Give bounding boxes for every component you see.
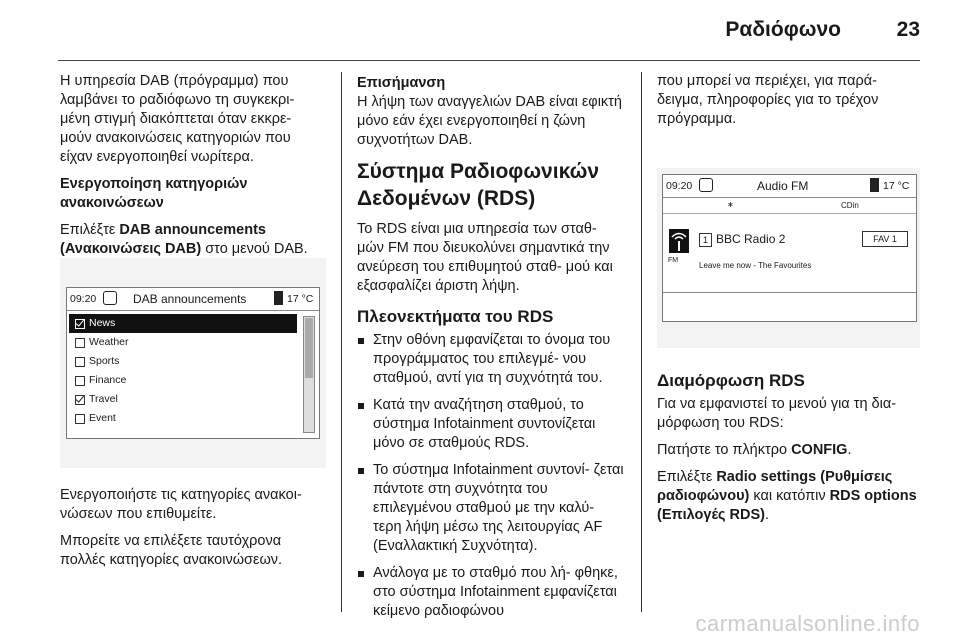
display-screen xyxy=(66,287,320,439)
clock-icon xyxy=(699,178,713,192)
list-item[interactable]: Weather xyxy=(69,333,297,352)
list-item[interactable]: News xyxy=(69,314,297,333)
thermometer-icon xyxy=(274,291,283,305)
list-item: Ανάλογα με το σταθμό που λή- φθηκε, στο σύστημα Infotainment εμφανίζεται κείμενο ραδιοφώνου xyxy=(357,564,625,621)
clock-time: 09:20 xyxy=(70,293,97,305)
paragraph: που μπορεί να περιέχει, για παρά- δειγμα, πληροφορίες για το τρέχον πρόγραμμα. xyxy=(657,73,879,127)
preset-number: 1 xyxy=(699,233,712,247)
antenna-icon xyxy=(669,229,689,253)
bullet-icon xyxy=(358,571,364,577)
list-item: Στην οθόνη εμφανίζεται το όνομα του προγράμματος του επιλεγμέ- νου σταθμού, αντί για τη συχνότητά του. xyxy=(357,331,625,388)
checkbox-checked-icon xyxy=(75,395,85,405)
note-title: Επισήμανση xyxy=(357,75,446,91)
bullet-list xyxy=(357,331,625,621)
clock-time: 09:20 xyxy=(666,180,693,192)
checkbox-icon xyxy=(75,338,85,348)
temperature: 17 °C xyxy=(883,180,910,192)
list-item[interactable]: Sports xyxy=(69,352,297,371)
scrollbar[interactable] xyxy=(303,316,315,433)
column-3-lower xyxy=(657,370,923,533)
list-item[interactable]: Event xyxy=(69,409,297,428)
list-item: Κατά την αναζήτηση σταθμού, το σύστημα Infotainment συντονίζεται μόνο σε σταθμούς RDS. xyxy=(357,396,625,453)
checkbox-icon xyxy=(75,414,85,424)
subheading: Ενεργοποίηση κατηγοριών ανακοινώσεων xyxy=(60,176,248,211)
dab-announcements-screenshot xyxy=(60,258,326,468)
bullet-icon xyxy=(358,468,364,474)
column-1-lower xyxy=(60,486,326,578)
paragraph: Το RDS είναι μια υπηρεσία των σταθ- μών FM που διευκολύνει σημαντικά την ανεύρεση του επιθυμητού σταθ- μού και εξασφαλίζει άριστη λήψη. xyxy=(357,221,613,294)
fav-button[interactable]: FAV 1 xyxy=(862,231,908,247)
status-bar xyxy=(663,175,916,198)
bluetooth-icon: ∗ xyxy=(727,200,734,209)
column-divider xyxy=(341,72,342,612)
column-1 xyxy=(60,72,326,267)
audio-fm-screenshot xyxy=(657,168,920,348)
announcement-list xyxy=(69,314,297,428)
radio-text: Leave me now - The Favourites xyxy=(699,261,812,270)
band-label: FM xyxy=(668,257,679,264)
paragraph: Επιλέξτε Radio settings (Ρυθμίσεις ραδιοφώνου) και κατόπιν RDS options (Επιλογές RDS). xyxy=(657,469,917,523)
clock-icon xyxy=(103,291,117,305)
page-number: 23 xyxy=(896,18,920,41)
display-screen xyxy=(662,174,917,322)
bullet-icon xyxy=(358,403,364,409)
station-name: BBC Radio 2 xyxy=(716,232,786,246)
checkbox-checked-icon xyxy=(75,319,85,329)
watermark: carmanualsonline.info xyxy=(695,611,920,636)
temperature: 17 °C xyxy=(287,293,314,305)
list-item: Το σύστημα Infotainment συντονί- ζεται πάντοτε στη συχνότητα του επιλεγμένου σταθμού με την καλύ- τερη λήψη μέσω της λειτουργίας AF (Εναλλακτική Συχνότητα). xyxy=(357,461,625,556)
page-title: Ραδιόφωνο xyxy=(725,18,841,41)
column-divider xyxy=(641,72,642,612)
subsection-heading: Διαμόρφωση RDS xyxy=(657,371,805,390)
column-2 xyxy=(357,74,625,629)
thermometer-icon xyxy=(870,178,879,192)
paragraph: Ενεργοποιήστε τις κατηγορίες ανακοι- νώσεων που επιθυμείτε. xyxy=(60,487,302,522)
status-bar xyxy=(67,288,319,311)
paragraph: Για να εμφανιστεί το μενού για τη δια- μόρφωση του RDS: xyxy=(657,396,897,431)
station-panel xyxy=(663,227,916,287)
column-3 xyxy=(657,72,923,137)
section-heading: Σύστημα Ραδιοφωνικών Δεδομένων (RDS) xyxy=(357,160,600,210)
scrollbar-thumb[interactable] xyxy=(305,318,313,378)
bullet-icon xyxy=(358,338,364,344)
screen-title: DAB announcements xyxy=(133,292,247,306)
header-divider xyxy=(58,60,920,61)
source-label: CDin xyxy=(841,201,859,210)
screen-title: Audio FM xyxy=(757,179,809,193)
paragraph: Μπορείτε να επιλέξετε ταυτόχρονα πολλές κατηγορίες ανακοινώσεων. xyxy=(60,533,283,568)
subsection-heading: Πλεονεκτήματα του RDS xyxy=(357,307,554,326)
sub-status-bar xyxy=(663,199,916,214)
bottom-bar xyxy=(663,292,916,321)
list-item[interactable]: Finance xyxy=(69,371,297,390)
note-text: Η λήψη των αναγγελιών DAB είναι εφικτή μόνο εάν έχει ενεργοποιηθεί η ζώνη συχνοτήτων DAB. xyxy=(357,94,622,148)
paragraph: Πατήστε το πλήκτρο CONFIG. xyxy=(657,442,852,458)
paragraph: Επιλέξτε DAB announcements (Ανακοινώσεις DAB) στο μενού DAB. xyxy=(60,222,308,257)
checkbox-icon xyxy=(75,357,85,367)
paragraph: Η υπηρεσία DAB (πρόγραμμα) που λαμβάνει το ραδιόφωνο τη συγκεκρι- μένη στιγμή διακόπτεται όταν εκκρε- μούν ανακοινώσεις κατηγοριών που είχαν ενεργοποιηθεί νωρίτερα. xyxy=(60,73,295,165)
list-item[interactable]: Travel xyxy=(69,390,297,409)
checkbox-icon xyxy=(75,376,85,386)
